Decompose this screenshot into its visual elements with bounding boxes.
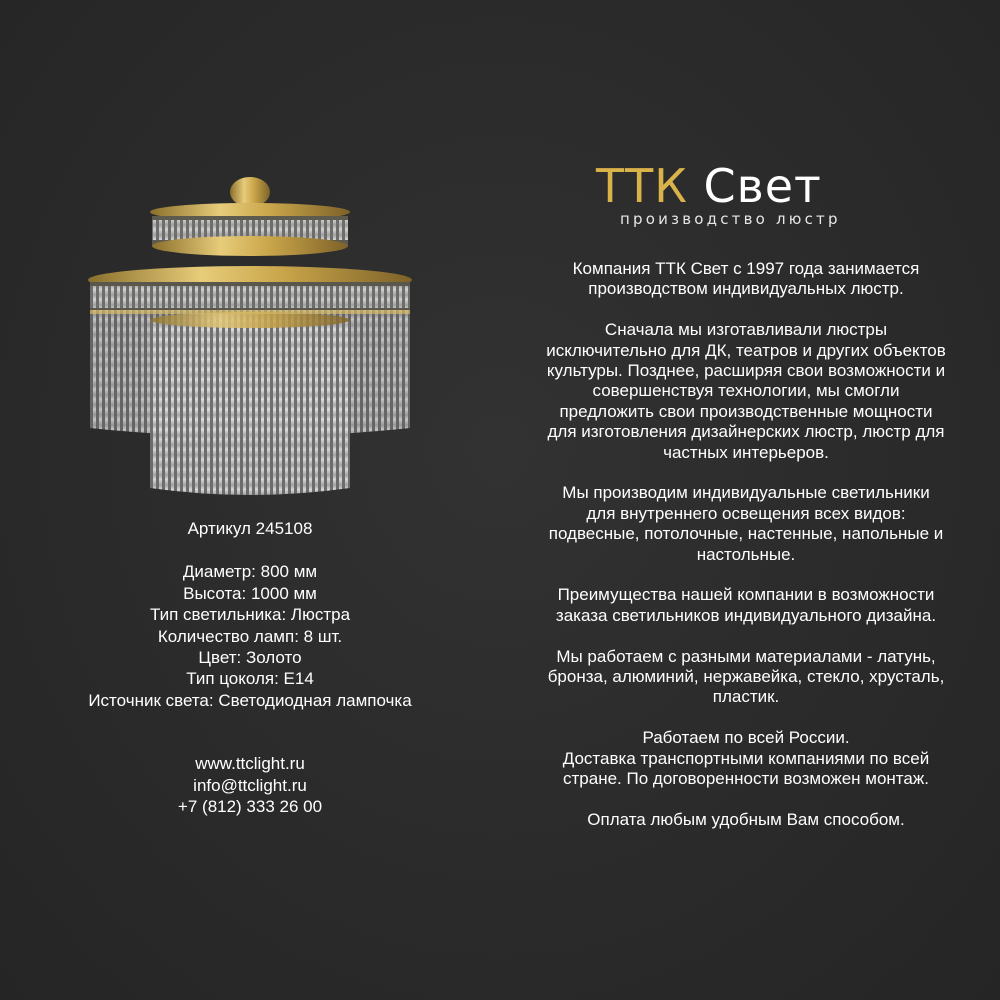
contacts bbox=[0, 753, 500, 817]
description-paragraph bbox=[500, 647, 992, 708]
description-line: для внутреннего освещения всех видов: bbox=[586, 503, 906, 523]
company-logo bbox=[596, 160, 896, 228]
website-link: www.ttclight.ru bbox=[195, 754, 305, 774]
spec-diameter: Диаметр: 800 мм bbox=[182, 562, 318, 582]
product-info bbox=[0, 518, 500, 817]
description-paragraph bbox=[500, 728, 992, 789]
description-line: заказа светильников индивидуального дизайна. bbox=[555, 605, 937, 625]
logo-brand-ttk: ТТК bbox=[596, 159, 688, 213]
description-line: Компания ТТК Свет с 1997 года занимается bbox=[572, 259, 920, 278]
description-line: предложить свои производственные мощности bbox=[559, 401, 933, 421]
description-paragraph bbox=[500, 585, 992, 626]
email-link: info@ttclight.ru bbox=[193, 775, 307, 795]
description-line: Работаем по всей России. bbox=[642, 728, 850, 748]
logo-tagline: производство люстр bbox=[620, 210, 841, 228]
chandelier-product-image bbox=[80, 170, 420, 510]
description-paragraph bbox=[500, 483, 992, 565]
description-line: Мы работаем с разными материалами - латунь, bbox=[556, 646, 936, 666]
description-line: Мы производим индивидуальные светильники bbox=[562, 483, 930, 503]
spec-lamps: Количество ламп: 8 шт. bbox=[157, 626, 343, 646]
description-line: Сначала мы изготавливали люстры bbox=[604, 320, 888, 340]
spec-socket: Тип цоколя: E14 bbox=[186, 669, 314, 689]
description-line: пластик. bbox=[712, 687, 780, 707]
description-line: культуры. Позднее, расширяя свои возможности и bbox=[546, 361, 946, 381]
description-line: Доставка транспортными компаниями по всей bbox=[562, 748, 930, 768]
logo-brand-svet: Свет bbox=[703, 159, 822, 213]
description-paragraph bbox=[500, 320, 992, 463]
spec-light-source: Источник света: Светодиодная лампочка bbox=[88, 690, 412, 710]
company-description bbox=[500, 259, 992, 851]
description-line: бронза, алюминий, нержавейка, стекло, хрусталь, bbox=[547, 667, 945, 687]
description-line: подвесные, потолочные, настенные, напольные и bbox=[548, 524, 944, 544]
description-line: для изготовления дизайнерских люстр, люстр для bbox=[547, 422, 945, 442]
description-line: настольные. bbox=[696, 544, 796, 564]
description-line: стране. По договоренности возможен монтаж. bbox=[563, 769, 929, 789]
chandelier-canopy bbox=[230, 177, 270, 207]
phone-number: +7 (812) 333 26 00 bbox=[177, 797, 323, 817]
article-number: Артикул 245108 bbox=[187, 519, 313, 538]
description-line: производством индивидуальных люстр. bbox=[588, 279, 904, 299]
description-line: совершенствуя технологии, мы смогли bbox=[592, 381, 900, 401]
description-line: Оплата любым удобным Вам способом. bbox=[587, 809, 905, 829]
spec-type: Тип светильника: Люстра bbox=[149, 605, 351, 625]
description-paragraph bbox=[500, 259, 992, 300]
description-line: частных интерьеров. bbox=[663, 442, 829, 462]
description-line: Преимущества нашей компании в возможности bbox=[557, 585, 935, 605]
logo-brand bbox=[596, 160, 896, 212]
description-line: исключительно для ДК, театров и других объектов bbox=[546, 340, 946, 360]
description-paragraph bbox=[500, 810, 992, 830]
specs-list bbox=[0, 561, 500, 711]
spec-color: Цвет: Золото bbox=[198, 648, 302, 668]
spec-height: Высота: 1000 мм bbox=[183, 583, 317, 603]
